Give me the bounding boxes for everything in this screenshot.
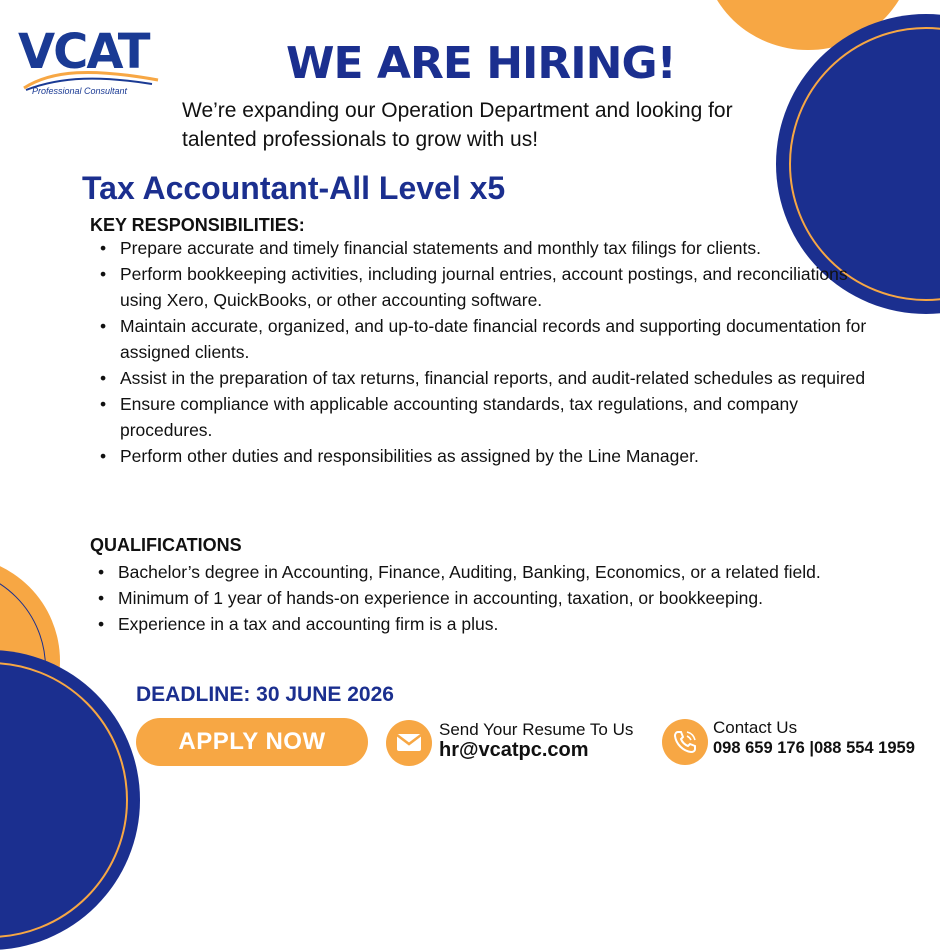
list-item: • Experience in a tax and accounting firm is a plus. xyxy=(86,611,906,637)
list-item: • Prepare accurate and timely financial statements and monthly tax filings for clients. xyxy=(88,235,868,261)
apply-now-button[interactable]: APPLY NOW xyxy=(136,718,368,766)
qualifications-list xyxy=(86,559,906,637)
phone-icon xyxy=(662,719,708,765)
resume-label: Send Your Resume To Us xyxy=(439,720,634,739)
list-item: • Perform other duties and responsibilities as assigned by the Line Manager. xyxy=(88,443,868,469)
contact-phones[interactable]: 098 659 176 |088 554 1959 xyxy=(713,739,915,757)
intro-text: We’re expanding our Operation Department and looking for talented professionals to grow with us! xyxy=(182,99,733,151)
list-item: • Bachelor’s degree in Accounting, Finance, Auditing, Banking, Economics, or a related field. xyxy=(86,559,906,585)
list-item: • Assist in the preparation of tax returns, financial reports, and audit-related schedules as required xyxy=(88,365,868,391)
list-item: • Minimum of 1 year of hands-on experience in accounting, taxation, or bookkeeping. xyxy=(86,585,906,611)
job-title: Tax Accountant-All Level x5 xyxy=(82,170,506,206)
list-item: • Perform bookkeeping activities, including journal entries, account postings, and reconciliations using Xero, QuickBooks, or other accounting software. xyxy=(88,261,868,313)
deadline-text: DEADLINE: 30 JUNE 2026 xyxy=(136,683,394,706)
page-headline: WE ARE HIRING! xyxy=(286,38,676,89)
qualifications-heading: QUALIFICATIONS xyxy=(90,535,242,555)
company-logo xyxy=(18,24,168,104)
logo-wordmark: VCAT xyxy=(18,24,149,80)
responsibilities-list xyxy=(88,235,868,469)
contact-label: Contact Us xyxy=(713,718,798,737)
deco-ring-bottom-navy xyxy=(0,662,128,938)
list-item: • Ensure compliance with applicable accounting standards, tax regulations, and company procedures. xyxy=(88,391,868,443)
list-item: • Maintain accurate, organized, and up-to-date financial records and supporting documentation for assigned clients. xyxy=(88,313,868,365)
mail-icon xyxy=(386,720,432,766)
resume-email[interactable]: hr@vcatpc.com xyxy=(439,739,589,761)
responsibilities-heading: KEY RESPONSIBILITIES: xyxy=(90,215,305,235)
logo-subtitle: Professional Consultant xyxy=(32,86,128,96)
